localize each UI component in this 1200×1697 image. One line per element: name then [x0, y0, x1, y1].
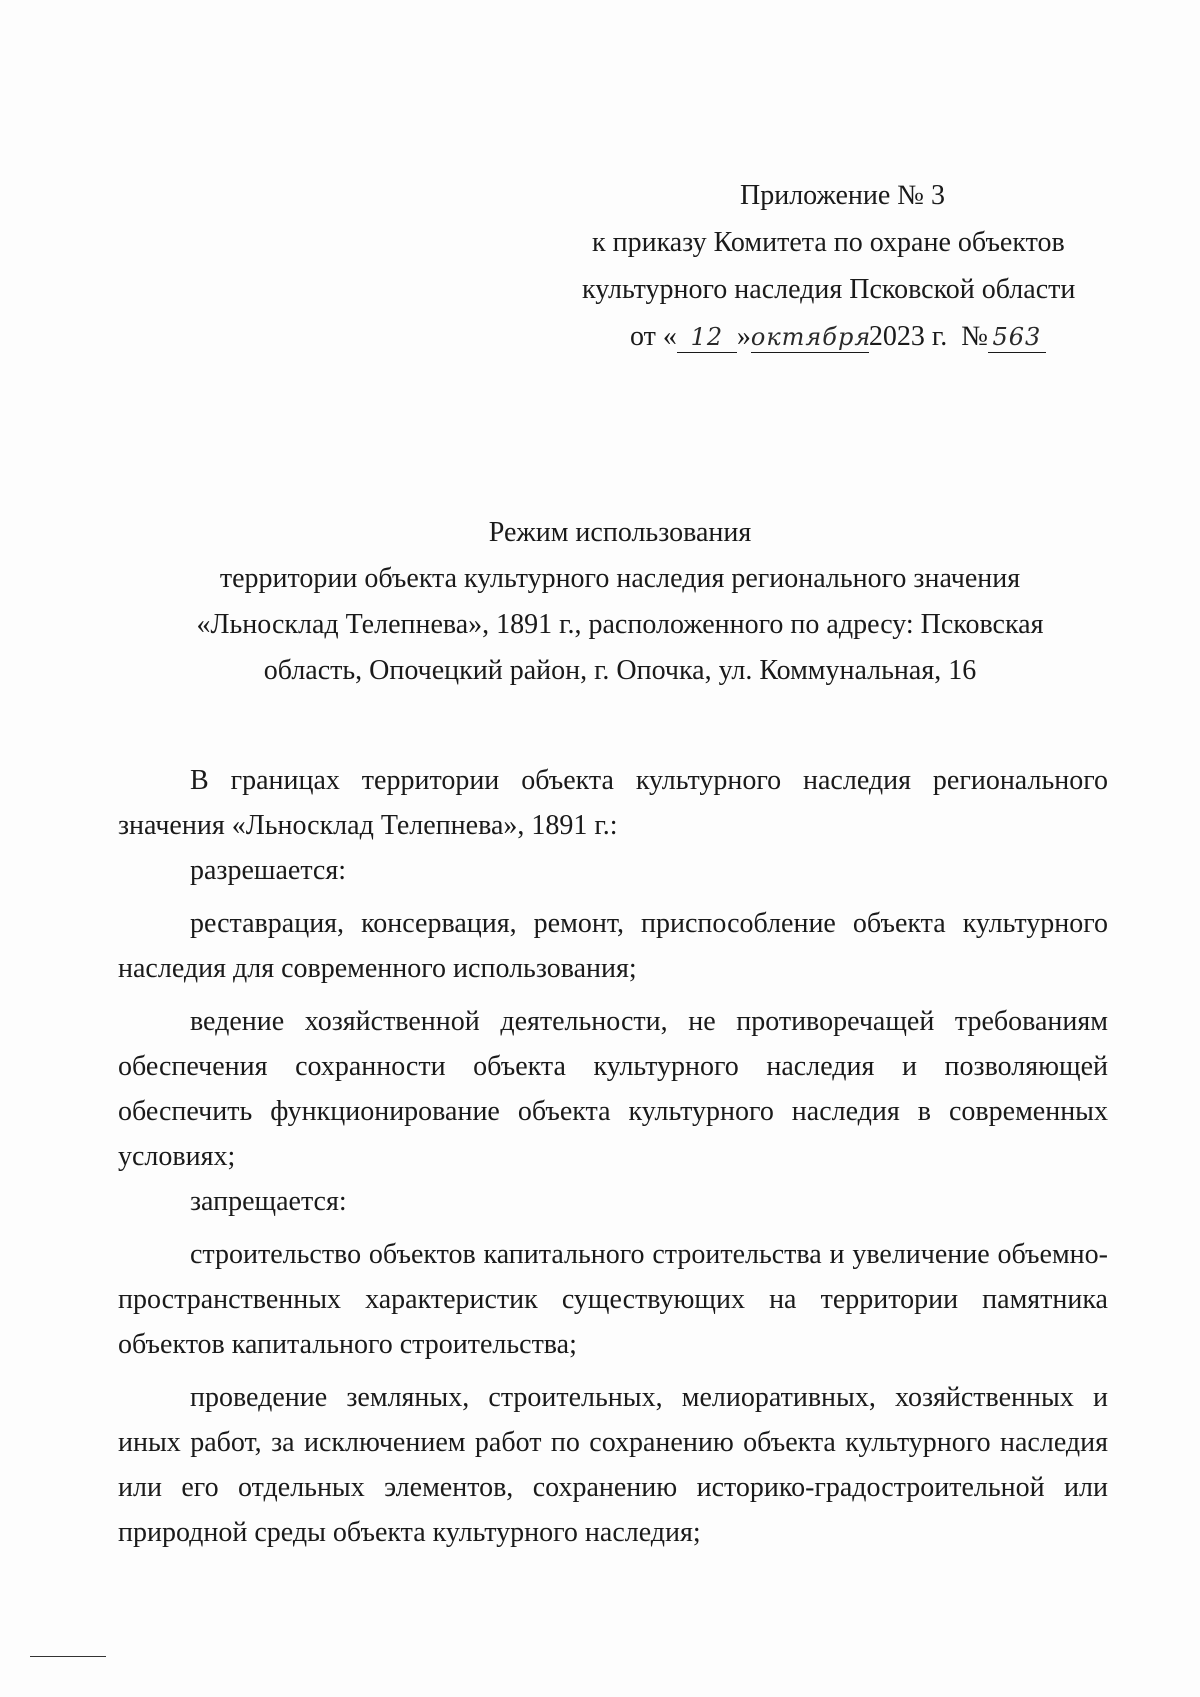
document-body — [118, 758, 1108, 1555]
intro-paragraph: В границах территории объекта культурного наследия регионального значения «Льносклад Телепнева», 1891 г.: — [118, 765, 1108, 841]
forbidden-item-1: строительство объектов капитального строительства и увеличение объемно-пространственных характеристик существующих на территории памятника объектов капитального строительства; — [118, 1239, 1108, 1360]
handwritten-month: октября — [750, 323, 872, 351]
appendix-date-line — [560, 313, 1120, 360]
title-line-2: территории объекта культурного наследия регионального значения — [219, 563, 1021, 594]
title-line-4: область, Опочецкий район, г. Опочка, ул. Коммунальная, 16 — [263, 655, 977, 686]
forbidden-item-2: проведение земляных, строительных, мелиоративных, хозяйственных и иных работ, за исключением работ по сохранению объекта культурного наследия или его отдельных элементов, сохранению историко-градостроительной или природной среды объекта культурного наследия; — [118, 1382, 1108, 1548]
date-year: 2023 г. — [868, 321, 948, 352]
appendix-header — [560, 172, 1120, 360]
title-line-1: Режим использования — [488, 517, 752, 548]
footnote-rule — [30, 1656, 106, 1657]
appendix-number: Приложение № 3 — [740, 180, 945, 211]
title-line-3: «Льносклад Телепнева», 1891 г., расположенного по адресу: Псковская — [196, 609, 1044, 640]
appendix-order-ref: к приказу Комитета по охране объектов — [592, 227, 1065, 258]
date-prefix: от « — [630, 321, 677, 352]
allowed-label: разрешается: — [190, 855, 346, 886]
allowed-item-2: ведение хозяйственной деятельности, не противоречащей требованиям обеспечения сохранности объекта культурного наследия и позволяющей обеспечить функционирование объекта культурного наследия в современных условиях; — [118, 1006, 1108, 1172]
handwritten-day: 12 — [677, 322, 737, 353]
handwritten-number: 563 — [988, 322, 1046, 353]
document-title — [150, 510, 1090, 694]
forbidden-label: запрещается: — [190, 1186, 347, 1217]
allowed-item-1: реставрация, консервация, ремонт, приспособление объекта культурного наследия для современного использования; — [118, 908, 1108, 984]
appendix-committee: культурного наследия Псковской области — [582, 274, 1076, 305]
date-mid: » — [736, 321, 751, 352]
number-prefix: № — [961, 321, 988, 352]
